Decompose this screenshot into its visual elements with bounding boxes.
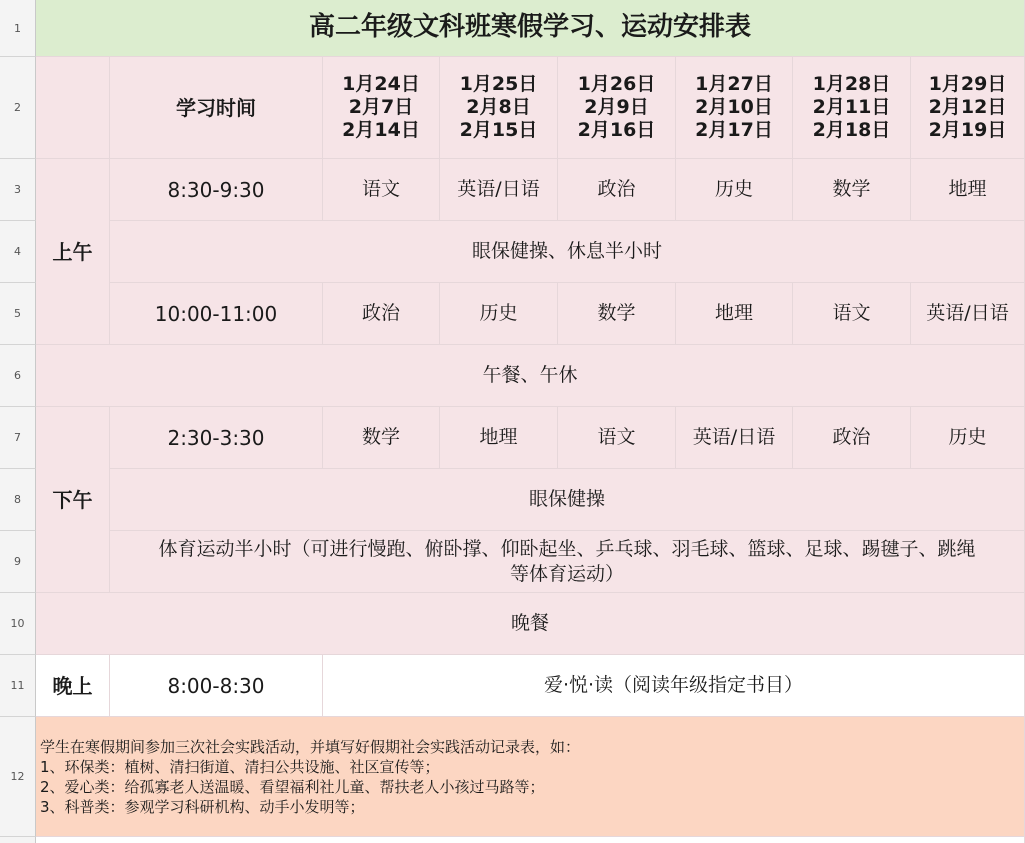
header-date: 2月10日 <box>695 96 773 119</box>
header-date: 1月29日 <box>928 73 1007 96</box>
row-number[interactable]: 4 <box>0 221 36 283</box>
subject-cell[interactable]: 政治 <box>323 283 440 345</box>
header-date: 2月14日 <box>342 118 420 141</box>
subject-cell[interactable]: 英语/日语 <box>676 407 793 469</box>
row-number[interactable]: 8 <box>0 469 36 531</box>
eye-exercise-cell[interactable]: 眼保健操 <box>110 469 1025 531</box>
social-practice-notes[interactable] <box>36 717 1025 837</box>
subject-cell[interactable]: 数学 <box>323 407 440 469</box>
sports-cell[interactable] <box>110 531 1025 593</box>
subject-cell[interactable]: 地理 <box>911 159 1025 221</box>
header-date: 1月26日 <box>577 73 656 96</box>
lunch-cell[interactable]: 午餐、午休 <box>36 345 1025 407</box>
dinner-cell[interactable]: 晚餐 <box>36 593 1025 655</box>
subject-cell[interactable]: 英语/日语 <box>440 159 558 221</box>
header-date: 2月15日 <box>459 118 538 141</box>
subject-cell[interactable]: 数学 <box>793 159 911 221</box>
row-number[interactable]: 9 <box>0 531 36 593</box>
subject-cell[interactable]: 语文 <box>793 283 911 345</box>
header-date: 2月18日 <box>812 118 891 141</box>
subject-cell[interactable]: 地理 <box>440 407 558 469</box>
header-blank-cell[interactable] <box>36 57 110 159</box>
header-date: 2月11日 <box>812 96 891 119</box>
header-day-4[interactable] <box>676 57 793 159</box>
header-study-time[interactable]: 学习时间 <box>110 57 323 159</box>
header-date: 2月8日 <box>466 96 531 119</box>
header-day-5[interactable] <box>793 57 911 159</box>
row-number[interactable]: 7 <box>0 407 36 469</box>
subject-cell[interactable]: 语文 <box>558 407 676 469</box>
period-afternoon[interactable]: 下午 <box>36 407 110 593</box>
note-line: 2、爱心类：给孤寡老人送温暖、看望福利社儿童、帮扶老人小孩过马路等； <box>40 778 545 796</box>
row-number[interactable]: 6 <box>0 345 36 407</box>
header-date: 2月7日 <box>348 96 414 119</box>
row-number[interactable]: 5 <box>0 283 36 345</box>
header-date: 2月12日 <box>928 96 1007 119</box>
subject-cell[interactable]: 历史 <box>676 159 793 221</box>
note-line: 3、科普类：参观学习科研机构、动手小发明等； <box>40 798 365 816</box>
page-title[interactable]: 高二年级文科班寒假学习、运动安排表 <box>36 0 1025 57</box>
subject-cell[interactable]: 历史 <box>440 283 558 345</box>
period-evening[interactable]: 晚上 <box>36 655 110 717</box>
subject-cell[interactable]: 政治 <box>558 159 676 221</box>
next-row-cell[interactable] <box>36 837 1025 843</box>
subject-cell[interactable]: 英语/日语 <box>911 283 1025 345</box>
subject-cell[interactable]: 历史 <box>911 407 1025 469</box>
header-date: 1月25日 <box>459 73 538 96</box>
slot-time[interactable]: 2:30-3:30 <box>110 407 323 469</box>
row-number[interactable]: 1 <box>0 0 36 57</box>
morning-break-cell[interactable]: 眼保健操、休息半小时 <box>110 221 1025 283</box>
row-number[interactable]: 2 <box>0 57 36 159</box>
note-line: 1、环保类：植树、清扫街道、清扫公共设施、社区宣传等； <box>40 758 440 776</box>
subject-cell[interactable]: 地理 <box>676 283 793 345</box>
evening-activity[interactable]: 爱·悦·读（阅读年级指定书目） <box>323 655 1025 717</box>
row-number[interactable]: 11 <box>0 655 36 717</box>
header-date: 1月27日 <box>695 73 773 96</box>
sports-text-line: 等体育运动） <box>509 562 624 585</box>
subject-cell[interactable]: 语文 <box>323 159 440 221</box>
row-number[interactable]: 12 <box>0 717 36 837</box>
header-date: 2月19日 <box>928 118 1007 141</box>
slot-time[interactable]: 10:00-11:00 <box>110 283 323 345</box>
evening-time[interactable]: 8:00-8:30 <box>110 655 323 717</box>
header-day-2[interactable] <box>440 57 558 159</box>
header-day-1[interactable] <box>323 57 440 159</box>
slot-time[interactable]: 8:30-9:30 <box>110 159 323 221</box>
row-number[interactable]: 10 <box>0 593 36 655</box>
sports-text-line: 体育运动半小时（可进行慢跑、俯卧撑、仰卧起坐、乒乓球、羽毛球、篮球、足球、踢毽子、跳绳 <box>158 537 976 560</box>
note-line: 学生在寒假期间参加三次社会实践活动，并填写好假期社会实践活动记录表，如： <box>40 738 581 756</box>
header-date: 2月9日 <box>584 96 649 119</box>
header-date: 1月24日 <box>342 73 420 96</box>
header-day-6[interactable] <box>911 57 1025 159</box>
row-number <box>0 837 36 843</box>
header-date: 2月17日 <box>695 118 773 141</box>
subject-cell[interactable]: 数学 <box>558 283 676 345</box>
period-morning[interactable]: 上午 <box>36 159 110 345</box>
header-date: 1月28日 <box>812 73 891 96</box>
header-day-3[interactable] <box>558 57 676 159</box>
row-number[interactable]: 3 <box>0 159 36 221</box>
subject-cell[interactable]: 政治 <box>793 407 911 469</box>
header-date: 2月16日 <box>577 118 656 141</box>
